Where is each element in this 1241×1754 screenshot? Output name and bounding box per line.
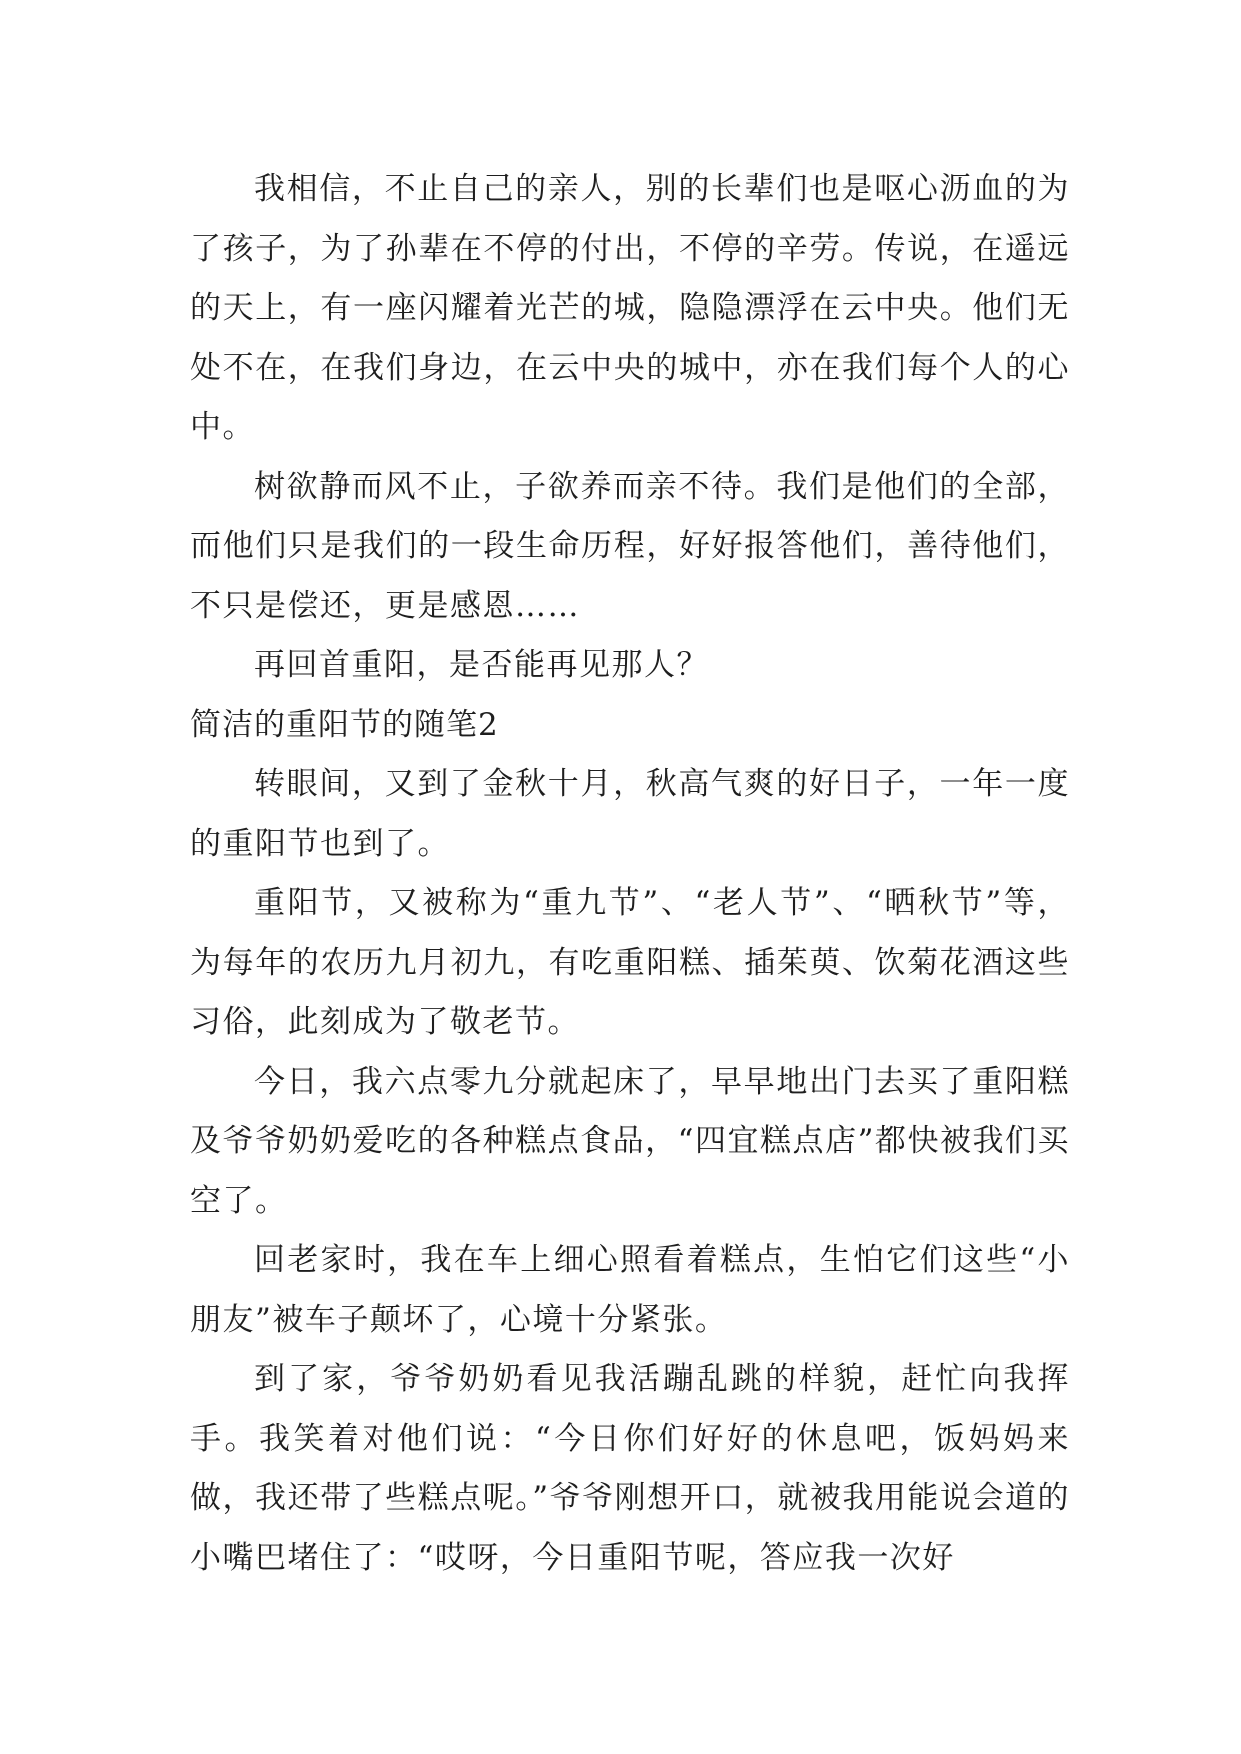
paragraph: 转眼间，又到了金秋十月，秋高气爽的好日子，一年一度的重阳节也到了。 (190, 766, 1070, 862)
paragraph: 重阳节，又被称为“重九节”、“老人节”、“晒秋节”等，为每年的农历九月初九，有吃重阳糕、插茱萸、饮菊花酒这些习俗，此刻成为了敬老节。 (190, 885, 1070, 1040)
paragraph: 到了家，爷爷奶奶看见我活蹦乱跳的样貌，赶忙向我挥手。我笑着对他们说：“今日你们好好的休息吧，饭妈妈来做，我还带了些糕点呢。”爷爷刚想开口，就被我用能说会道的小嘴巴堵住了：“哎呀，今日重阳节呢，答应我一次好 (190, 1361, 1070, 1576)
paragraph: 我相信，不止自己的亲人，别的长辈们也是呕心沥血的为了孩子，为了孙辈在不停的付出，不停的辛劳。传说，在遥远的天上，有一座闪耀着光芒的城，隐隐漂浮在云中央。他们无处不在，在我们身边，在云中央的城中，亦在我们每个人的心中。 (190, 171, 1070, 445)
paragraph: 再回首重阳，是否能再见那人？ (254, 647, 709, 683)
paragraph: 回老家时，我在车上细心照看着糕点，生怕它们这些“小朋友”被车子颠坏了，心境十分紧张。 (190, 1242, 1070, 1338)
section-title: 简洁的重阳节的随笔2 (190, 706, 499, 743)
paragraph: 树欲静而风不止，子欲养而亲不待。我们是他们的全部，而他们只是我们的一段生命历程，好好报答他们，善待他们，不只是偿还，更是感恩…… (190, 468, 1070, 624)
document-body (190, 160, 1070, 1588)
paragraph: 今日，我六点零九分就起床了，早早地出门去买了重阳糕及爷爷奶奶爱吃的各种糕点食品，“四宜糕点店”都快被我们买空了。 (190, 1063, 1070, 1219)
